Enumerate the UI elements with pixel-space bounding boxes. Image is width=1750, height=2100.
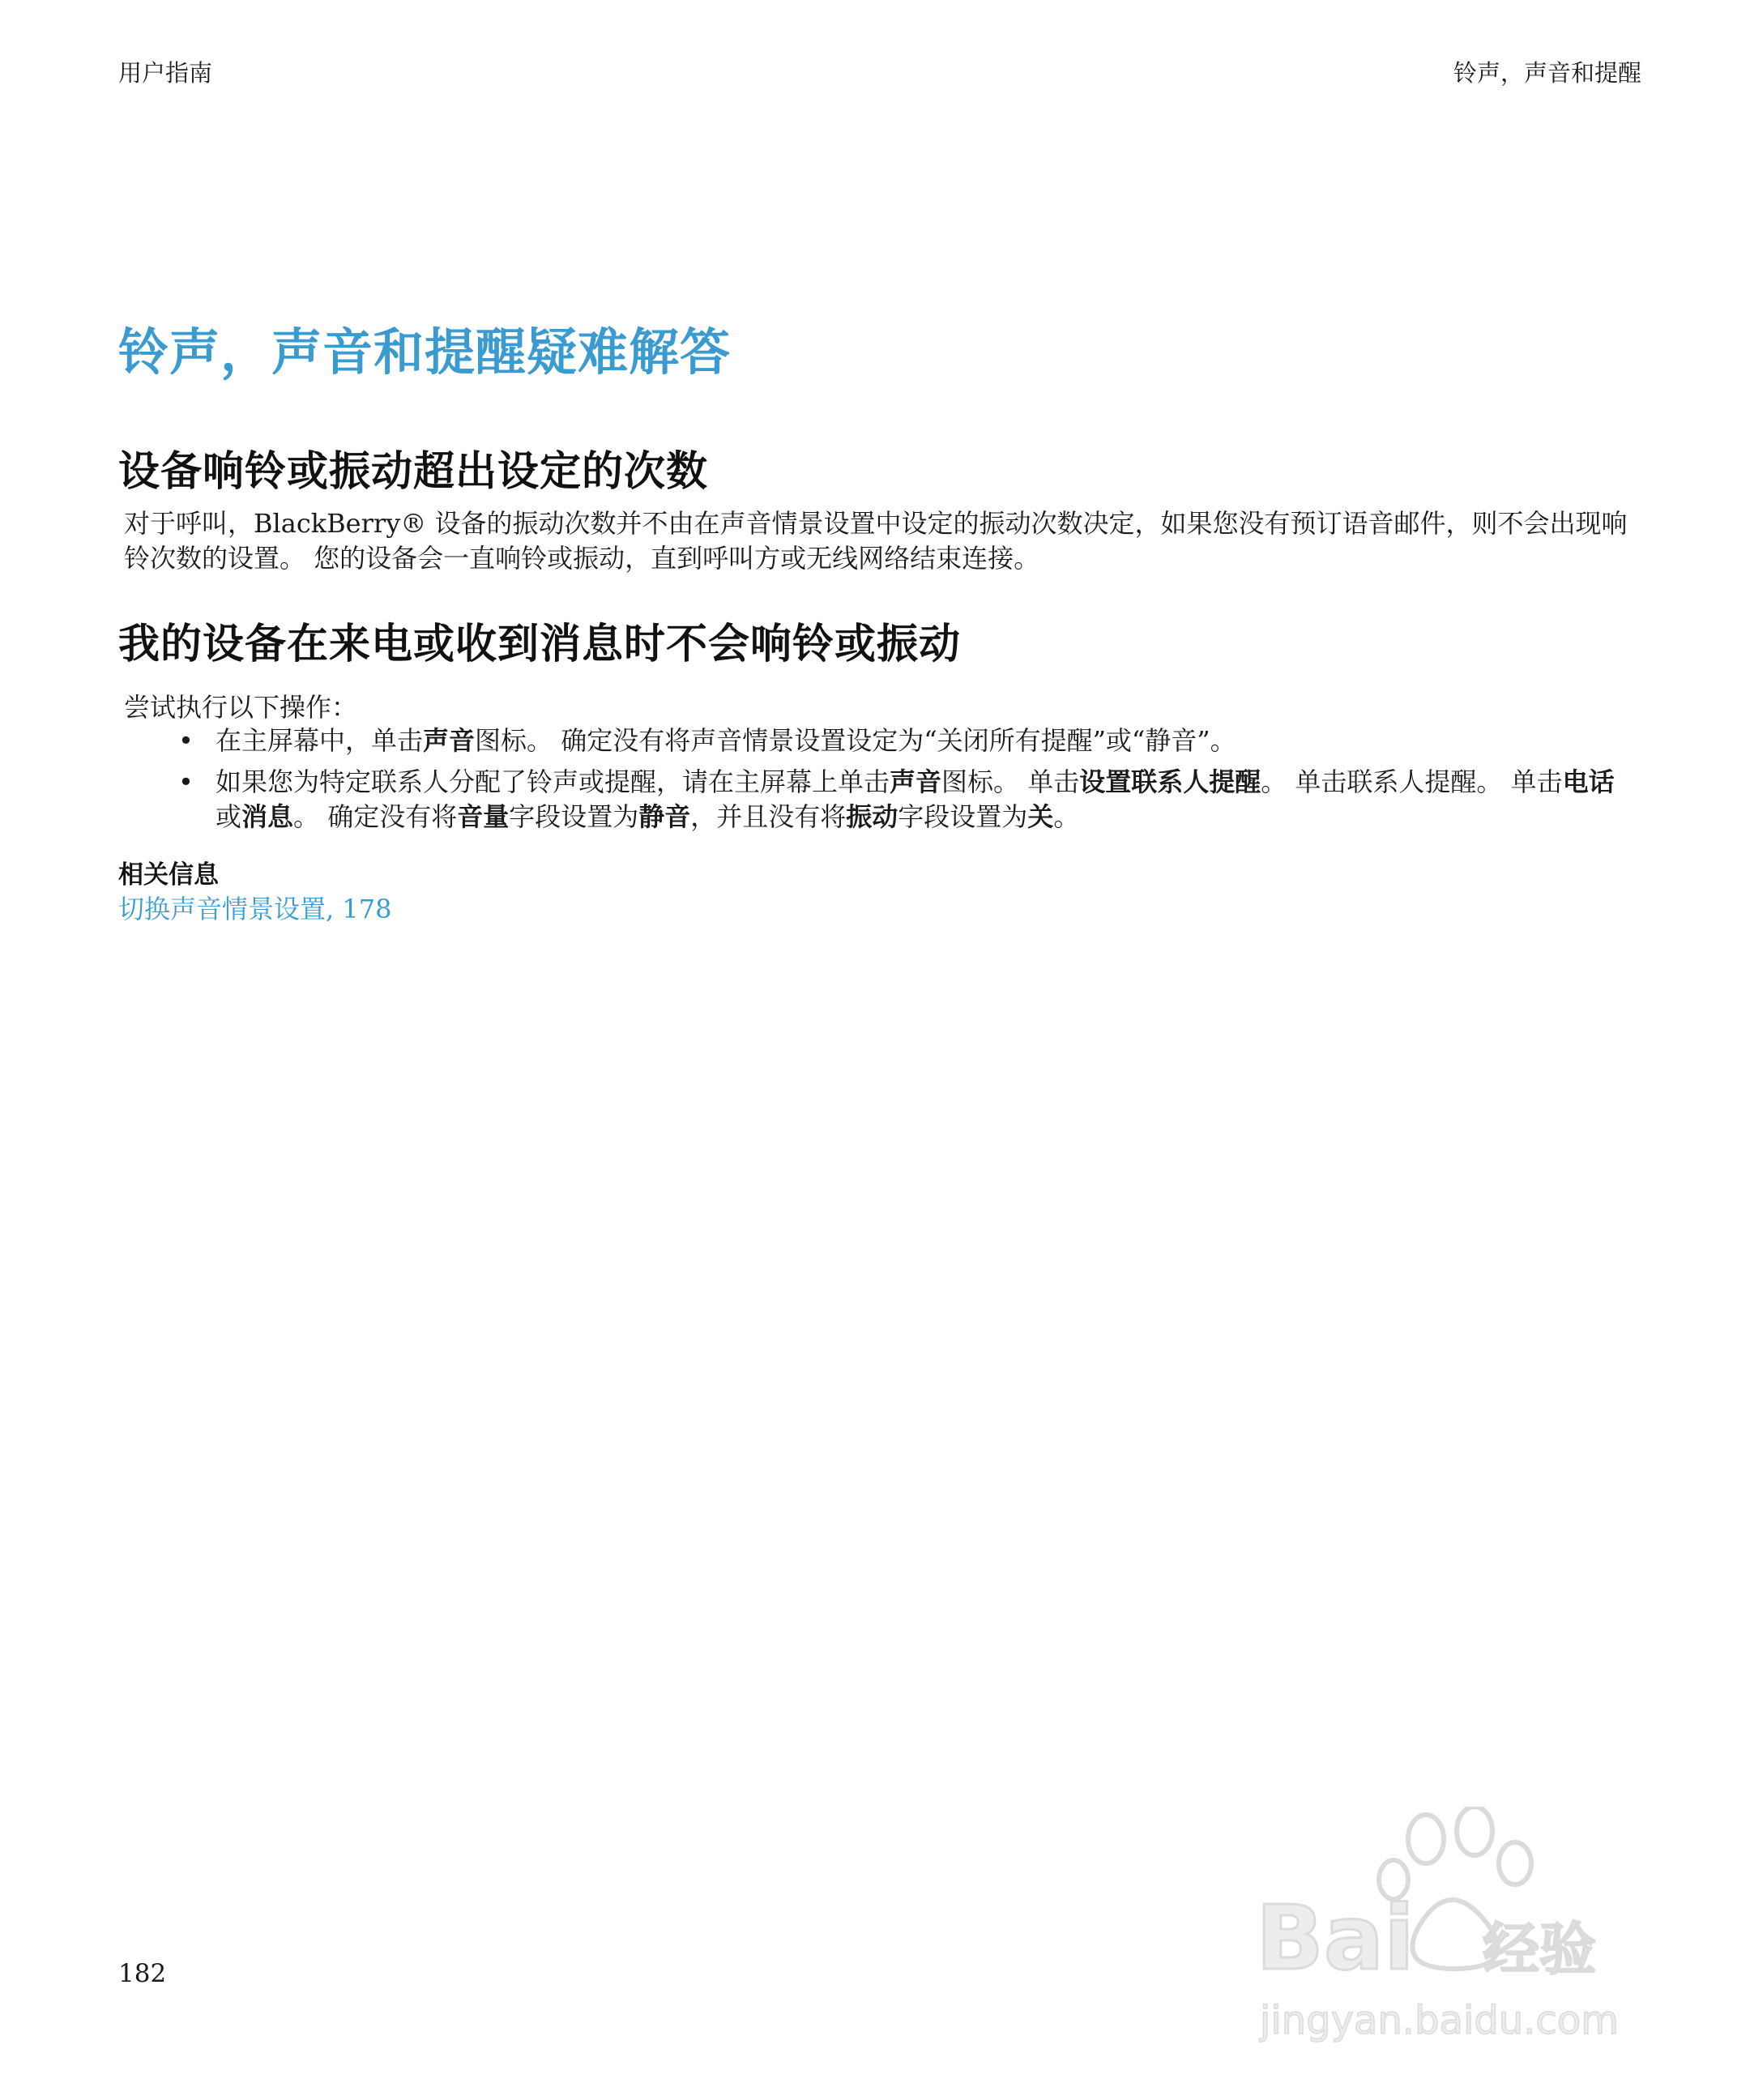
ui-term: 设置联系人提醒 (1079, 766, 1261, 797)
svg-text:Bai: Bai (1256, 1886, 1415, 1990)
ui-term: 音量 (457, 801, 510, 832)
step-text: 。 确定没有将 (293, 801, 458, 832)
step-text: 在主屏幕中，单击 (216, 725, 424, 756)
running-header-left: 用户指南 (118, 59, 213, 87)
ui-term: 关 (1027, 801, 1054, 832)
related-info-heading: 相关信息 (118, 860, 219, 890)
list-item (178, 723, 1637, 758)
baidu-watermark (1240, 1807, 1661, 2050)
related-link-switch-sound-profile[interactable]: 切换声音情景设置, 178 (118, 894, 392, 924)
baidu-paw-logo (1240, 1807, 1661, 2050)
page-number: 182 (118, 1959, 167, 1988)
page-title: 铃声，声音和提醒疑难解答 (118, 322, 732, 382)
section-title-no-ring: 我的设备在来电或收到消息时不会响铃或振动 (118, 621, 962, 668)
section-title-vibrate-exceeds: 设备响铃或振动超出设定的次数 (118, 448, 709, 496)
ui-term: 电话 (1562, 766, 1615, 797)
step-text: 。 (1053, 801, 1080, 832)
step-text: 字段设置为 (509, 801, 639, 832)
step-text: 。 单击联系人提醒。 单击 (1261, 766, 1563, 797)
svg-text:jingyan.baidu.com: jingyan.baidu.com (1260, 1998, 1619, 2043)
ui-term: 消息 (241, 801, 294, 832)
ui-term: 静音 (638, 801, 691, 832)
bullet-mark: • (178, 725, 194, 756)
svg-text:经验: 经验 (1483, 1916, 1596, 1983)
ui-term: 声音 (890, 766, 942, 797)
step-text: 字段设置为 (898, 801, 1028, 832)
step-text: 如果您为特定联系人分配了铃声或提醒，请在主屏幕上单击 (216, 766, 890, 797)
bullet-mark: • (178, 766, 194, 797)
running-header-right: 铃声，声音和提醒 (1453, 59, 1641, 87)
list-item (178, 765, 1637, 834)
ui-term: 声音 (423, 725, 476, 756)
step-text: ，并且没有将 (690, 801, 847, 832)
step-text: 或 (216, 801, 242, 832)
ui-term: 振动 (846, 801, 898, 832)
section-body-vibrate-exceeds: 对于呼叫，BlackBerry® 设备的振动次数并不由在声音情景设置中设定的振动次数决定，如果您没有预订语音邮件，则不会出现响铃次数的设置。 您的设备会一直响铃或振动，直到呼叫方或无线网络结束连接。 (124, 508, 1628, 574)
step-text: 图标。 单击 (941, 766, 1080, 797)
section-intro-no-ring: 尝试执行以下操作： (124, 692, 358, 723)
step-text: 图标。 确定没有将声音情景设置设定为“关闭所有提醒”或“静音”。 (475, 725, 1236, 756)
steps-list (178, 723, 1637, 841)
